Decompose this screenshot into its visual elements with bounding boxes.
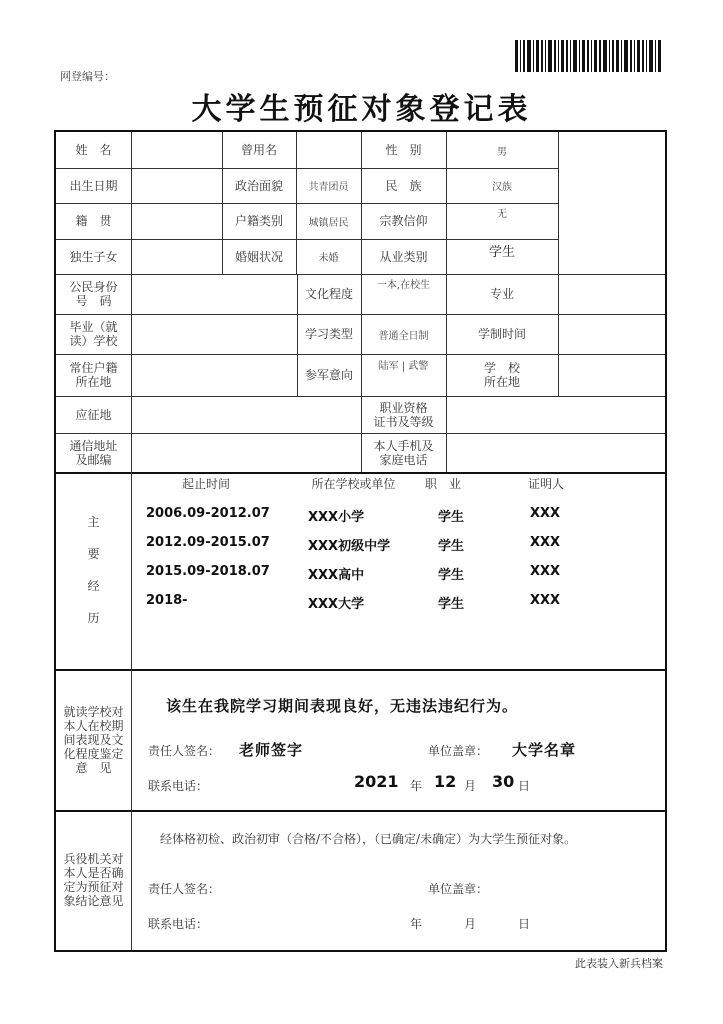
experience-header-period: 起止时间	[181, 477, 230, 491]
ethnicity-label: 民 族	[385, 178, 422, 193]
gender-value: 男	[497, 146, 507, 158]
political-status-label: 政治面貌	[234, 178, 283, 193]
enlistment-intent-value: 陆军 | 武警	[378, 360, 429, 372]
experience-job: 学生	[438, 539, 465, 554]
political-status-value: 共青团员	[308, 182, 349, 193]
experience-unit: XXX初级中学	[308, 539, 391, 554]
page-title: 大学生预征对象登记表	[191, 92, 532, 127]
experience-period: 2006.09-2012.07	[146, 506, 270, 521]
school-evaluation-label: 就读学校对 本人在校期 间表现及文 化程度鉴定 意 见	[63, 704, 124, 775]
experience-header-job: 职 业	[424, 477, 461, 491]
occupation-value: 学生	[488, 244, 515, 260]
education-level-label: 文化程度	[304, 287, 353, 301]
experience-job: 学生	[438, 568, 465, 583]
military-day-unit: 日	[518, 917, 531, 931]
barcode	[515, 40, 663, 72]
military-evaluation-statement: 经体格初检、政治初审（合格/不合格），（已确定/未确定）为大学生预征对象。	[160, 832, 577, 846]
major-label: 专业	[489, 287, 514, 301]
birth-date-label: 出生日期	[69, 178, 118, 193]
experience-label-char: 主	[87, 515, 100, 529]
experience-witness: XXX	[530, 535, 561, 550]
school-eval-year: 2021	[354, 772, 399, 791]
school-eval-day: 30	[492, 772, 515, 791]
phone-label: 本人手机及 家庭电话	[373, 438, 434, 467]
experience-period: 2015.09-2018.07	[146, 564, 270, 579]
school-signer-label: 责任人签名：	[148, 744, 221, 758]
military-year-unit: 年	[410, 917, 423, 931]
experience-label-char: 要	[87, 547, 100, 561]
education-level-value: 一本,在校生	[376, 279, 431, 291]
experience-job: 学生	[438, 597, 465, 612]
gender-label: 性 别	[385, 143, 422, 157]
school-signer-value: 老师签字	[239, 741, 304, 759]
study-type-label: 学习类型	[304, 327, 353, 341]
experience-header-unit: 所在学校或单位	[311, 477, 396, 491]
religion-label: 宗教信仰	[379, 214, 428, 228]
study-duration-label: 学制时间	[477, 327, 526, 341]
occupation-label: 从业类别	[379, 249, 428, 264]
registration-number-label: 网登编号：	[60, 70, 115, 83]
experience-unit: XXX小学	[308, 510, 365, 525]
certificate-label: 职业资格 证书及等级	[373, 400, 434, 429]
footer-note: 此表装入新兵档案	[575, 957, 663, 970]
hukou-type-value: 城镇居民	[308, 217, 349, 229]
military-phone-label: 联系电话：	[148, 917, 209, 931]
school-eval-month-unit: 月	[464, 779, 477, 793]
residence-label: 常住户籍 所在地	[69, 361, 118, 389]
experience-period: 2018-	[146, 593, 188, 608]
military-evaluation-label: 兵役机关对 本人是否确 定为预征对 象结论意见	[63, 852, 124, 908]
native-place-label: 籍 贯	[75, 214, 112, 228]
experience-label-char: 经	[87, 579, 100, 593]
registration-form	[54, 130, 667, 952]
id-number-label: 公民身份 号 码	[69, 280, 118, 308]
marital-status-label: 婚姻状况	[234, 249, 283, 264]
school-evaluation-comment: 该生在我院学习期间表现良好，无违法违纪行为。	[166, 697, 519, 715]
address-label: 通信地址 及邮编	[69, 438, 118, 467]
experience-job: 学生	[438, 510, 465, 525]
experience-unit: XXX大学	[308, 597, 365, 612]
experience-label-char: 历	[87, 611, 100, 625]
school-eval-year-unit: 年	[410, 779, 423, 793]
military-seal-label: 单位盖章：	[428, 882, 489, 896]
experience-period: 2012.09-2015.07	[146, 535, 270, 550]
school-label: 毕业（就 读）学校	[69, 320, 118, 348]
school-phone-label: 联系电话：	[148, 779, 209, 793]
enlistment-place-label: 应征地	[75, 407, 112, 422]
military-month-unit: 月	[464, 917, 477, 931]
experience-witness: XXX	[530, 506, 561, 521]
experience-unit: XXX高中	[308, 568, 365, 583]
school-location-label: 学 校 所在地	[483, 361, 520, 389]
enlistment-intent-label: 参军意向	[304, 368, 353, 382]
school-eval-month: 12	[434, 772, 457, 791]
military-signer-label: 责任人签名：	[148, 882, 221, 896]
marital-status-value: 未婚	[318, 253, 339, 264]
experience-witness: XXX	[530, 593, 561, 608]
school-eval-day-unit: 日	[518, 779, 531, 793]
former-name-label: 曾用名	[240, 143, 277, 157]
study-type-value: 普通全日制	[378, 330, 429, 342]
religion-value: 无	[497, 208, 507, 220]
name-label: 姓 名	[75, 143, 112, 157]
school-seal-value: 大学名章	[512, 741, 577, 759]
ethnicity-value: 汉族	[492, 182, 512, 193]
only-child-label: 独生子女	[69, 249, 118, 264]
experience-witness: XXX	[530, 564, 561, 579]
school-seal-label: 单位盖章：	[428, 744, 489, 758]
hukou-type-label: 户籍类别	[234, 214, 283, 228]
experience-header-witness: 证明人	[527, 477, 564, 491]
